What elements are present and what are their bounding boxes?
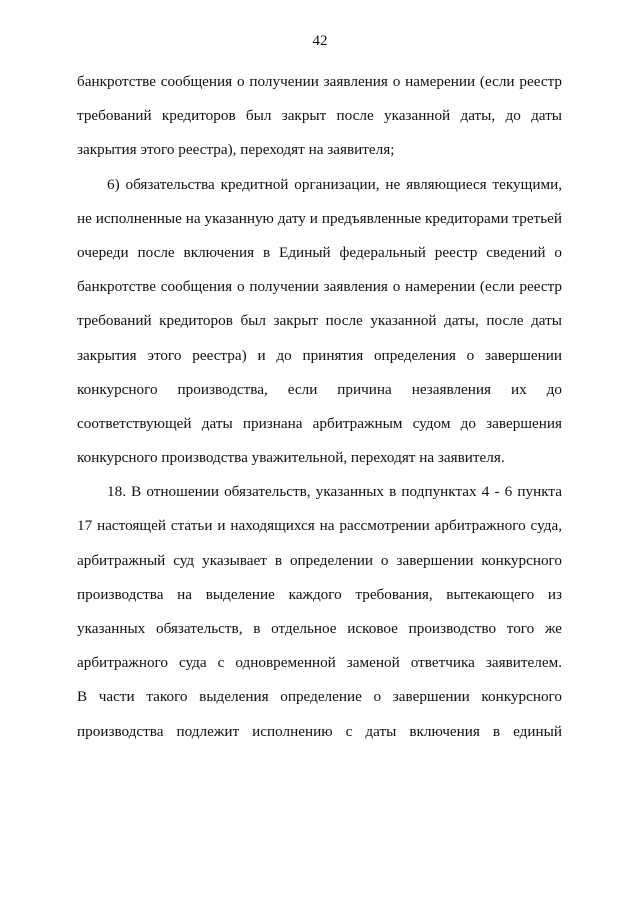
text-line: производства подлежит исполнению с даты включения в единый — [77, 722, 562, 740]
text-line: требований кредиторов был закрыт после указанной даты, после даты — [77, 312, 562, 330]
text-line: закрытия этого реестра), переходят на заявителя; — [77, 141, 395, 159]
text-line: В части такого выделения определение о завершении конкурсного — [77, 688, 562, 706]
text-line: арбитражный суд указывает в определении о завершении конкурсного — [77, 551, 562, 569]
text-line: 17 настоящей статьи и находящихся на рассмотрении арбитражного суда, — [77, 517, 562, 535]
text-line: банкротстве сообщения о получении заявления о намерении (если реестр — [77, 278, 562, 296]
page-number: 42 — [312, 33, 328, 49]
text-line: 6) обязательства кредитной организации, не являющиеся текущими, — [107, 175, 562, 193]
text-line: соответствующей даты признана арбитражным судом до завершения — [77, 414, 562, 432]
text-line: закрытия этого реестра) и до принятия определения о завершении — [77, 346, 562, 364]
text-line: не исполненные на указанную дату и предъявленные кредиторами третьей — [77, 209, 562, 227]
text-line: арбитражного суда с одновременной заменой ответчика заявителем. — [77, 654, 562, 672]
text-line: очереди после включения в Единый федеральный реестр сведений о — [77, 243, 562, 261]
text-line: конкурсного производства уважительной, переходят на заявителя. — [77, 449, 505, 467]
text-line: банкротстве сообщения о получении заявления о намерении (если реестр — [77, 73, 562, 90]
text-line: 18. В отношении обязательств, указанных в подпунктах 4 - 6 пункта — [107, 483, 562, 501]
text-line: производства на выделение каждого требования, вытекающего из — [77, 585, 562, 603]
text-line: конкурсного производства, если причина незаявления их до — [77, 380, 562, 398]
text-line: указанных обязательств, в отдельное исковое производство того же — [77, 620, 562, 637]
text-line: требований кредиторов был закрыт после указанной даты, до даты — [77, 107, 562, 125]
body-text — [77, 72, 562, 756]
